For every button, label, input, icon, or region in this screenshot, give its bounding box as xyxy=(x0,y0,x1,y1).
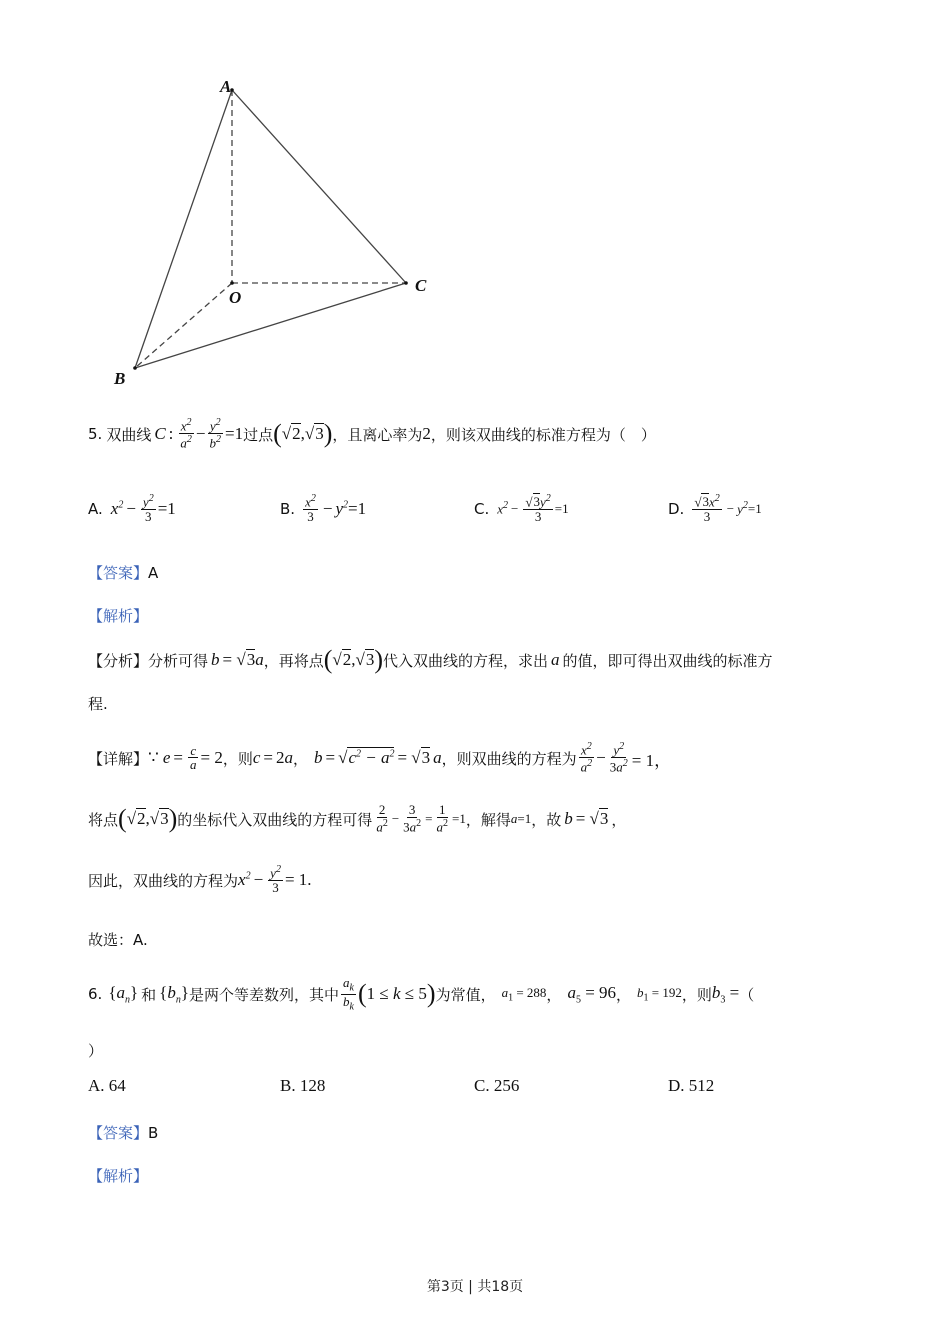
q6-number: 6. xyxy=(88,985,103,1003)
q6-option-d: D. 512 xyxy=(668,1076,715,1095)
q5-answer-tag: 【答案】 xyxy=(88,564,149,582)
q6-stem-close: ） xyxy=(88,1042,104,1060)
edge-bc xyxy=(135,283,406,368)
label-b: B xyxy=(114,369,126,388)
q5-analysis-tag: 【解析】 xyxy=(88,607,149,625)
q5-stem-prefix: 双曲线 xyxy=(106,425,152,444)
tetrahedron-figure xyxy=(100,70,460,400)
q5-option-a: A. $x^2$ − $\frac{y^2}{3}$ =1 xyxy=(88,492,176,524)
q5-option-d: D. $\frac{√3x^2}{3}$ − $y^2$ =1 xyxy=(668,492,762,524)
q5-option-c: C. $x^2$ − $\frac{√3y^2}{3}$ =1 xyxy=(474,492,569,524)
q5-choose: 故选：A. xyxy=(88,931,148,949)
q5-option-b: B. $\frac{x^2}{3}$ − $y^2$ =1 xyxy=(280,492,367,524)
q5-fenxi-2: 程. xyxy=(88,695,108,713)
q6-stem: 6. $\{a_n\}$ 和 $\{b_n\}$ 是两个等差数列，其中 $\frac{a_k}{b_k}$ ( 1 ≤ k ≤ 5 ) 为常值， $a_1 = 288$ ， $a_5 = 96$ ， $b_1 = 192$ ，则 $b_3$ = （ xyxy=(88,974,755,1013)
q5-number: 5. xyxy=(88,425,103,443)
label-a: A xyxy=(220,77,232,96)
label-c: C xyxy=(415,276,427,295)
q6-option-a: A. 64 xyxy=(88,1076,126,1095)
q5-fenxi: 【分析】 分析可得 b = √3 a ，再将点 ( √2,√3 ) 代入双曲线的方程，求出 a 的值，即可得出双曲线的标准方 xyxy=(88,645,773,674)
q5-stem-middle: ，且离心率为 xyxy=(332,425,423,444)
q5-stem: 5. 双曲线 C : $\frac{x^2}{a^2}$ − $\frac{y^2}{b^2}$ =1 过点 ( √2,√3 ) ，且离心率为 2 ，则该双曲线的标准方程为（ ） xyxy=(88,416,656,450)
q5-answer: A xyxy=(148,564,159,582)
page-footer: 第3页 | 共18页 xyxy=(426,1279,524,1295)
q5-detail-2: 将点 ( √2,√3 ) 的坐标代入双曲线的方程可得 $\frac{2}{a^2}$ − $\frac{3}{3a^2}$ = $\frac{1}{a^2}$ =1 ，解得 a =1 ，故 b = √3 ， xyxy=(88,802,627,835)
q5-stem-suffix: ，则该双曲线的标准方程为（ ） xyxy=(430,425,656,444)
q6-option-c: C. 256 xyxy=(474,1076,520,1095)
label-o: O xyxy=(229,288,242,307)
q6-analysis-tag: 【解析】 xyxy=(88,1167,149,1185)
q6-answer-tag: 【答案】 xyxy=(88,1124,149,1142)
q5-answer-line xyxy=(88,562,158,583)
q5-ecc-value: 2 xyxy=(422,424,431,443)
q6-answer: B xyxy=(148,1124,159,1142)
q5-detail-3: 因此，双曲线的方程为 $x^2$ − $\frac{y^2}{3}$ = 1. xyxy=(88,863,312,895)
q6-option-b: B. 128 xyxy=(280,1076,326,1095)
edge-ac xyxy=(232,90,406,283)
q5-point-text: 过点 xyxy=(243,425,274,444)
q5-detail-1: 【详解】 ∵ e = $\frac{c}{a}$ = 2 ，则 c = 2 a ， b = $√c^2 - a^2$ = √3 a ，则双曲线的方程为 $\frac{x^2}{a^2}$ − $\frac{y^2}{3a^2}$ = 1， xyxy=(88,740,672,774)
q6-answer-line xyxy=(88,1122,158,1143)
